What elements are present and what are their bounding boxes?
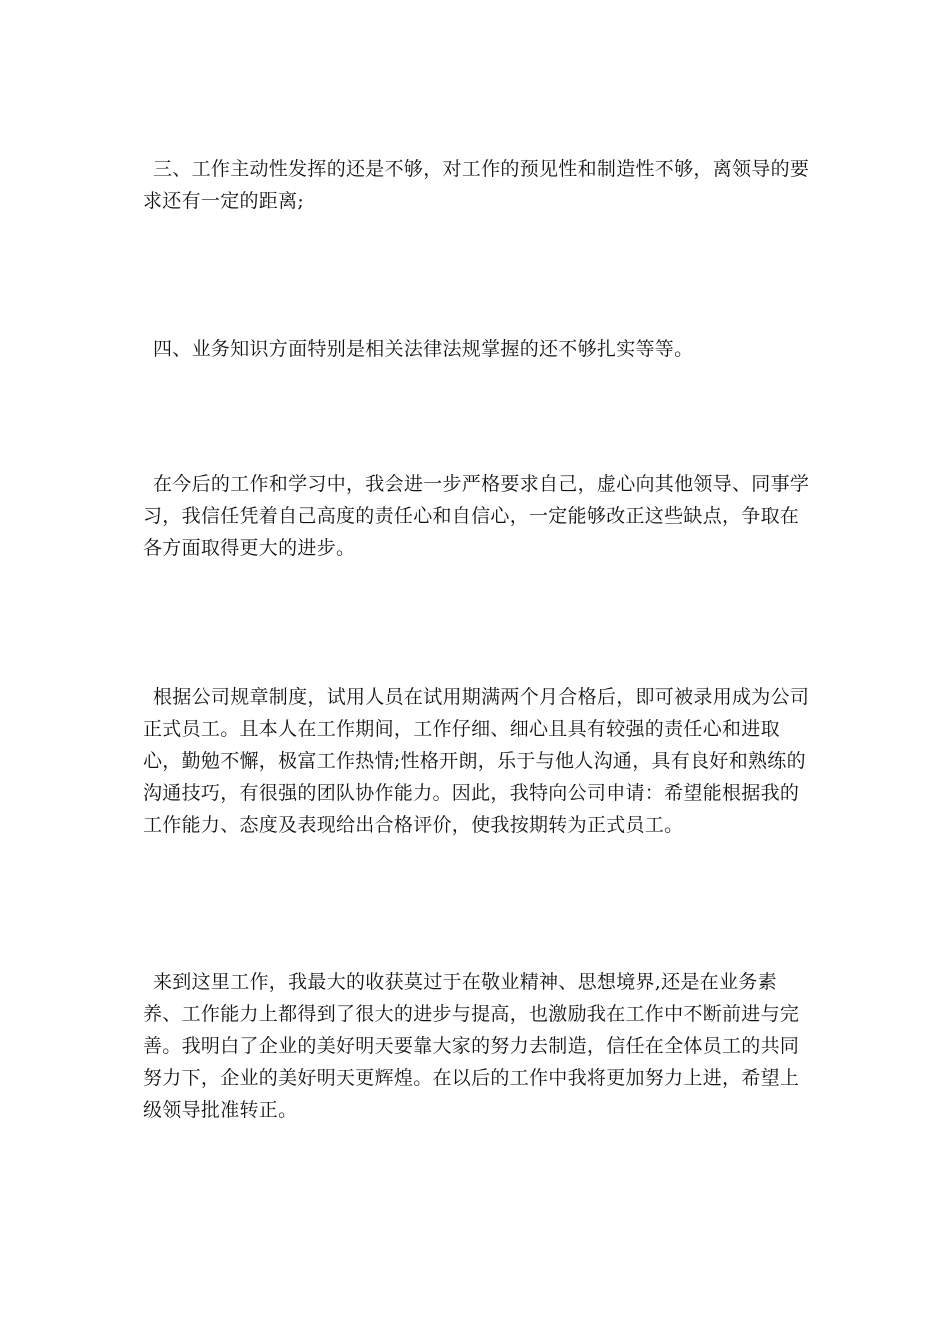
paragraph-shortcoming-3: 三、工作主动性发挥的还是不够，对工作的预见性和制造性不够，离领导的要求还有一定的距离;: [143, 158, 810, 212]
paragraph-future-plan: 在今后的工作和学习中，我会进一步严格要求自己，虚心向其他领导、同事学习，我信任凭着自己高度的责任心和自信心，一定能够改正这些缺点，争取在各方面取得更大的进步。: [143, 473, 810, 559]
paragraph-conclusion: 来到这里工作，我最大的收获莫过于在敬业精神、思想境界,还是在业务素养、工作能力上都得到了很大的进步与提高，也激励我在工作中不断前进与完善。我明白了企业的美好明天要靠大家的努力去制造，信任在全体员工的共同努力下，企业的美好明天更辉煌。在以后的工作中我将更加努力上进，希望上级领导批准转正。: [143, 971, 800, 1121]
paragraph-application: 根据公司规章制度，试用人员在试用期满两个月合格后，即可被录用成为公司正式员工。且本人在工作期间，工作仔细、细心且具有较强的责任心和进取心，勤勉不懈，极富工作热情;性格开朗，乐于与他人沟通，具有良好和熟练的沟通技巧，有很强的团队协作能力。因此，我特向公司申请：希望能根据我的工作能力、态度及表现给出合格评价，使我按期转为正式员工。: [143, 686, 810, 836]
paragraph-shortcoming-4: 四、业务知识方面特别是相关法律法规掌握的还不够扎实等等。: [153, 338, 694, 360]
